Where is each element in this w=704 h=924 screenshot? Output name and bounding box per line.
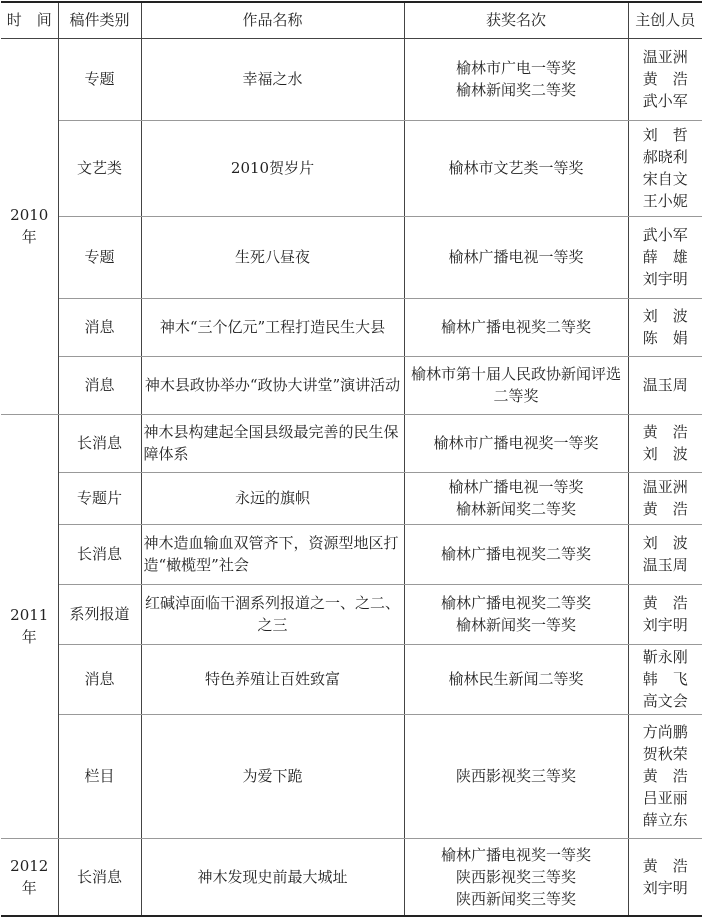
title-cell: 为爱下跪: [141, 714, 404, 838]
title-cell: 永远的旗帜: [141, 472, 404, 524]
author-name: 温亚洲: [642, 48, 688, 66]
award-cell: [404, 584, 628, 644]
award-cell: [404, 838, 628, 916]
table-row: [1, 838, 702, 916]
table-row: [1, 298, 702, 356]
award-line: 榆林广播电视一等奖: [448, 248, 584, 266]
header-row: [1, 2, 702, 38]
category-cell: 消息: [58, 298, 141, 356]
award-line: 陕西影视奖三等奖: [455, 767, 576, 785]
table-row: [1, 120, 702, 216]
author-name: 方尚鹏: [642, 723, 688, 741]
author-name: 宋自文: [642, 170, 688, 188]
author-name: 温玉周: [642, 556, 688, 574]
title-cell: 神木县构建起全国县级最完善的民生保障体系: [141, 414, 404, 472]
title-cell: 生死八昼夜: [141, 216, 404, 298]
authors-cell: [628, 298, 702, 356]
author-name: 薛立东: [642, 811, 688, 829]
category-cell: 专题: [58, 38, 141, 120]
table-body: [1, 38, 702, 916]
award-cell: [404, 298, 628, 356]
authors-cell: [628, 584, 702, 644]
category-cell: 专题片: [58, 472, 141, 524]
award-line: 榆林新闻奖一等奖: [455, 616, 576, 634]
author-name: 刘 哲: [642, 126, 688, 144]
author-name: 贺秋荣: [642, 745, 688, 763]
category-cell: 长消息: [58, 838, 141, 916]
author-name: 黄 浩: [642, 767, 688, 785]
category-cell: 长消息: [58, 414, 141, 472]
table-row: [1, 584, 702, 644]
category-cell: 长消息: [58, 524, 141, 584]
author-name: 刘 波: [642, 307, 688, 325]
award-line: 榆林广播电视奖二等奖: [440, 318, 591, 336]
award-line: 榆林市第十届人民政协新闻评选二等奖: [410, 365, 621, 405]
author-name: 黄 浩: [642, 856, 688, 875]
awards-table: [1, 1, 702, 917]
award-line: 榆林市广播电视奖一等奖: [433, 434, 599, 452]
authors-cell: [628, 644, 702, 714]
author-name: 武小军: [642, 226, 688, 244]
author-name: 刘宇明: [642, 878, 688, 897]
award-line: 榆林广播电视奖一等奖: [440, 845, 591, 864]
category-cell: 栏目: [58, 714, 141, 838]
authors-cell: [628, 216, 702, 298]
award-cell: [404, 216, 628, 298]
author-name: 温亚洲: [642, 478, 688, 496]
title-cell: 特色养殖让百姓致富: [141, 644, 404, 714]
award-line: 陕西新闻奖三等奖: [455, 889, 576, 908]
author-name: 黄 浩: [642, 594, 688, 612]
author-name: 温玉周: [642, 376, 688, 394]
award-line: 榆林民生新闻二等奖: [448, 670, 584, 688]
author-name: 黄 浩: [642, 70, 688, 88]
author-name: 黄 浩: [642, 423, 688, 441]
category-cell: 消息: [58, 644, 141, 714]
title-cell: 幸福之水: [141, 38, 404, 120]
title-cell: 红碱淖面临干涸系列报道之一、之二、之三: [141, 584, 404, 644]
year-cell: 2011年: [1, 414, 58, 838]
category-cell: 专题: [58, 216, 141, 298]
title-cell: 神木县政协举办“政协大讲堂”演讲活动: [141, 356, 404, 414]
table-row: [1, 714, 702, 838]
authors-cell: [628, 472, 702, 524]
award-line: 榆林市文艺类一等奖: [448, 159, 584, 177]
author-name: 刘宇明: [642, 616, 688, 634]
award-cell: [404, 714, 628, 838]
award-cell: [404, 524, 628, 584]
authors-cell: [628, 714, 702, 838]
author-name: 陈 娟: [642, 329, 688, 347]
author-name: 吕亚丽: [642, 789, 688, 807]
authors-cell: [628, 120, 702, 216]
year-cell: 2012年: [1, 838, 58, 916]
award-line: 榆林广播电视一等奖: [448, 478, 584, 496]
category-cell: 系列报道: [58, 584, 141, 644]
award-line: 榆林广播电视奖二等奖: [440, 545, 591, 563]
year-cell: 2010年: [1, 38, 58, 414]
table-row: [1, 38, 702, 120]
author-name: 郝晓利: [642, 148, 688, 166]
award-cell: [404, 644, 628, 714]
award-cell: [404, 414, 628, 472]
award-cell: [404, 472, 628, 524]
award-cell: [404, 356, 628, 414]
author-name: 薛 雄: [642, 248, 688, 266]
category-cell: 文艺类: [58, 120, 141, 216]
authors-cell: [628, 356, 702, 414]
table-row: [1, 356, 702, 414]
award-line: 榆林广播电视奖二等奖: [440, 594, 591, 612]
author-name: 靳永刚: [642, 648, 688, 666]
table-row: [1, 472, 702, 524]
authors-cell: [628, 414, 702, 472]
title-cell: 神木发现史前最大城址: [141, 838, 404, 916]
header-authors: 主创人员: [628, 2, 702, 38]
title-cell: 神木“三个亿元”工程打造民生大县: [141, 298, 404, 356]
authors-cell: [628, 38, 702, 120]
author-name: 刘宇明: [642, 270, 688, 288]
award-line: 陕西影视奖三等奖: [455, 867, 576, 886]
author-name: 高文会: [642, 692, 688, 710]
author-name: 黄 浩: [642, 500, 688, 518]
award-line: 榆林市广电一等奖: [455, 59, 576, 77]
header-category: 稿件类别: [58, 2, 141, 38]
award-cell: [404, 120, 628, 216]
header-title: 作品名称: [141, 2, 404, 38]
header-time: 时 间: [1, 2, 58, 38]
title-cell: 2010贺岁片: [141, 120, 404, 216]
authors-cell: [628, 524, 702, 584]
author-name: 王小妮: [642, 192, 688, 210]
author-name: 刘 波: [642, 445, 688, 463]
authors-cell: [628, 838, 702, 916]
table-row: [1, 414, 702, 472]
award-line: 榆林新闻奖二等奖: [455, 500, 576, 518]
award-cell: [404, 38, 628, 120]
author-name: 武小军: [642, 92, 688, 110]
author-name: 刘 波: [642, 534, 688, 552]
category-cell: 消息: [58, 356, 141, 414]
table-row: [1, 216, 702, 298]
title-cell: 神木造血输血双管齐下，资源型地区打造“橄榄型”社会: [141, 524, 404, 584]
award-line: 榆林新闻奖二等奖: [455, 81, 576, 99]
header-award: 获奖名次: [404, 2, 628, 38]
table-row: [1, 524, 702, 584]
author-name: 韩 飞: [642, 670, 688, 688]
table-row: [1, 644, 702, 714]
